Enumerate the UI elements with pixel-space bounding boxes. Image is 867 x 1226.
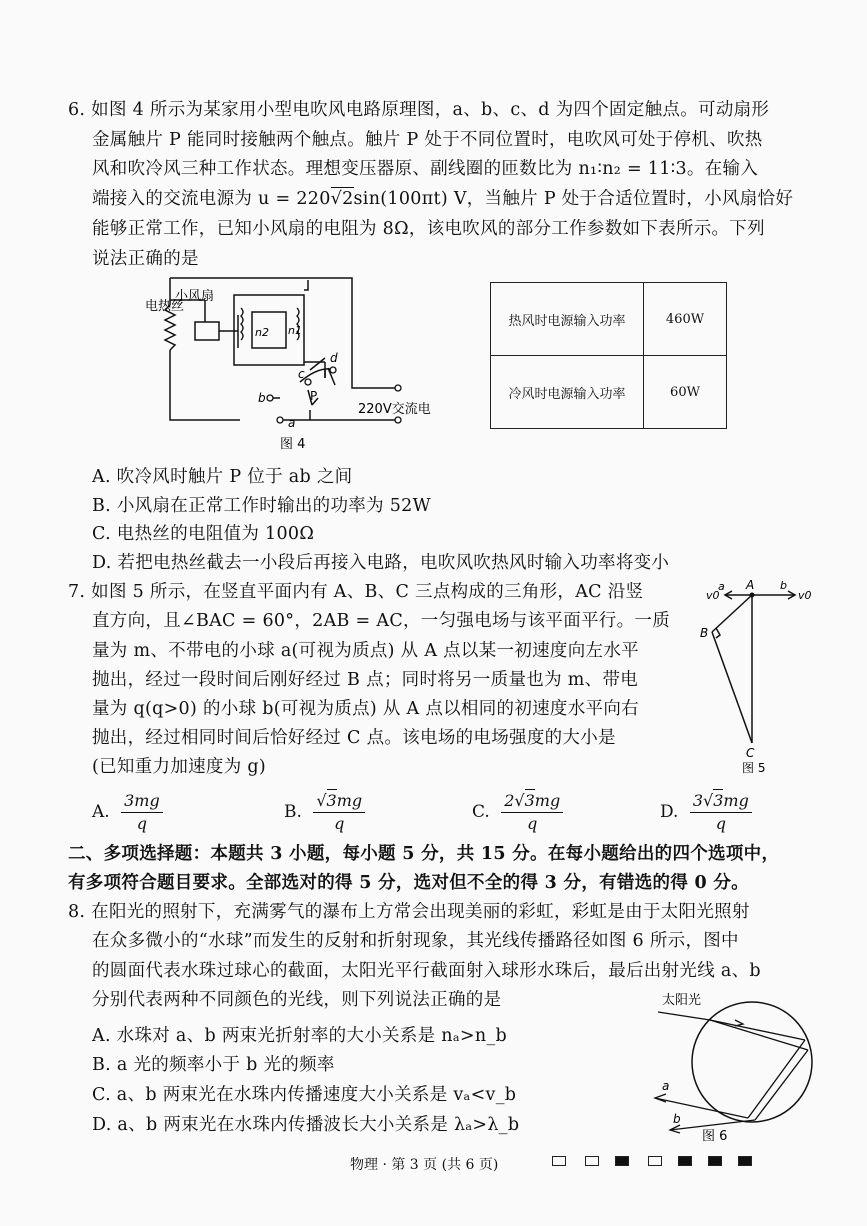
- point-c-label: C: [746, 746, 755, 760]
- page-marker-square-filled: [708, 1156, 722, 1166]
- fraction: [313, 790, 365, 835]
- figure-5-caption: 图 5: [742, 761, 766, 775]
- sqrt-radicand: 3: [713, 791, 724, 810]
- q6-line-2: 金属触片 P 能同时接触两个触点。触片 P 处于不同位置时，电吹风可处于停机、吹热: [92, 130, 763, 150]
- q6-option-d: D. 若把电热丝截去一小段后再接入电路，电吹风吹热风时输入功率将变小: [92, 553, 670, 573]
- page-marker-square: [648, 1156, 662, 1166]
- fraction-denominator: q: [715, 814, 726, 833]
- q6-option-b: B. 小风扇在正常工作时输出的功率为 52W: [92, 496, 431, 516]
- ball-a-label: a: [718, 580, 725, 593]
- n2-label: n2: [255, 326, 269, 339]
- source-label: 220V交流电: [358, 402, 431, 417]
- q7-line-5: 量为 q(q>0) 的小球 b(可视为质点) 从 A 点以相同的初速度水平向右: [92, 699, 639, 719]
- q6-option-c: C. 电热丝的电阻值为 100Ω: [92, 524, 315, 544]
- contact-b-label: b: [258, 391, 266, 405]
- q8-line-1: 8. 在阳光的照射下，充满雾气的瀑布上方常会出现美丽的彩虹，彩虹是由于太阳光照射: [68, 902, 750, 922]
- parameter-table: [490, 282, 727, 429]
- q6-line-1: 6. 如图 4 所示为某家用小型电吹风电路原理图，a、b、c、d 为四个固定触点。可动扇形: [68, 100, 770, 120]
- q6-line-4-a: 端接入的交流电源为 u = 220: [92, 189, 331, 209]
- contact-d-label: d: [330, 351, 338, 365]
- numerator-text: mg: [336, 791, 363, 810]
- table-cell: 60W: [644, 356, 727, 429]
- ray-a-label: a: [662, 1079, 670, 1093]
- q8-option-d: D. a、b 两束光在水珠内传播波长大小关系是 λₐ>λ_b: [92, 1115, 520, 1135]
- heater-label: 电热丝: [145, 299, 185, 314]
- sqrt-radicand: 3: [326, 791, 337, 810]
- fraction-numerator: 3√3mg: [690, 790, 752, 813]
- q7-choice-a: [92, 790, 163, 835]
- figure-6-caption: 图 6: [702, 1129, 728, 1144]
- numerator-text: mg: [723, 791, 749, 810]
- section-2-heading-2: 有多项符合题目要求。全部选对的得 5 分，选对但不全的得 3 分，有错选的得 0 分。: [68, 873, 749, 893]
- q8-option-a: A. 水珠对 a、b 两束光折射率的大小关系是 nₐ>n_b: [92, 1026, 507, 1046]
- numerator-text: 3mg: [124, 791, 160, 810]
- contact-c-label: c: [298, 367, 305, 381]
- table-row: [491, 283, 727, 356]
- sqrt-radicand: 3: [524, 791, 535, 810]
- figure-5-triangle: [700, 575, 840, 775]
- q7-choice-d: [660, 790, 752, 835]
- q6-option-a: A. 吹冷风时触片 P 位于 ab 之间: [92, 467, 353, 487]
- q7-line-6: 抛出，经过相同时间后恰好经过 C 点。该电场的电场强度的大小是: [92, 728, 616, 748]
- contact-a-label: a: [288, 416, 296, 430]
- q8-option-b: B. a 光的频率小于 b 光的频率: [92, 1055, 335, 1075]
- table-cell: 460W: [644, 283, 727, 356]
- table-row: [491, 356, 727, 429]
- fraction: [501, 790, 563, 835]
- q7-line-3: 量为 m、不带电的小球 a(可视为质点) 从 A 点以某一初速度向左水平: [92, 641, 639, 661]
- page-marker-square-filled: [615, 1156, 629, 1166]
- figure-4-circuit: [140, 270, 460, 455]
- section-2-heading-1: 二、多项选择题：本题共 3 小题，每小题 5 分，共 15 分。在每小题给出的四个选项中，: [68, 844, 780, 864]
- n1-label: n1: [288, 324, 302, 337]
- fraction-numerator: √3mg: [313, 790, 365, 813]
- fraction: [690, 790, 752, 835]
- choice-label: B.: [284, 802, 302, 822]
- v0-left-label: v0: [706, 589, 720, 602]
- sunlight-label: 太阳光: [662, 993, 702, 1008]
- fan-label: 小风扇: [175, 289, 215, 304]
- sqrt-2: √2: [330, 189, 354, 209]
- choice-label: D.: [660, 802, 679, 822]
- table-cell: 冷风时电源输入功率: [491, 356, 644, 429]
- q7-line-1: 7. 如图 5 所示，在竖直平面内有 A、B、C 三点构成的三角形，AC 沿竖: [68, 582, 644, 602]
- q6-line-3: 风和吹冷风三种工作状态。理想变压器原、副线圈的匝数比为 n₁∶n₂ = 11∶3。在输入: [92, 159, 759, 179]
- ball-b-label: b: [780, 579, 787, 592]
- choice-label: C.: [472, 802, 490, 822]
- figure-4-caption: 图 4: [280, 437, 306, 452]
- coefficient: 3: [692, 791, 704, 810]
- page-marker-square-filled: [678, 1156, 692, 1166]
- q7-choice-c: [472, 790, 563, 835]
- page-marker-square: [585, 1156, 599, 1166]
- coefficient: 2: [504, 791, 515, 810]
- fraction-denominator: q: [136, 814, 148, 833]
- page-marker-square-filled: [738, 1156, 752, 1166]
- q8-line-4: 分别代表两种不同颜色的光线，则下列说法正确的是: [92, 990, 502, 1010]
- q6-line-4: [92, 187, 793, 211]
- v0-right-label: v0: [798, 589, 812, 602]
- page-footer: 物理 · 第 3 页 (共 6 页): [350, 1157, 499, 1173]
- fraction-denominator: q: [334, 814, 345, 833]
- q7-line-4: 抛出，经过一段时间后刚好经过 B 点；同时将另一质量也为 m、带电: [92, 670, 639, 690]
- choice-label: A.: [92, 802, 110, 822]
- fraction: [121, 790, 163, 835]
- q7-choice-b: [284, 790, 365, 835]
- table-cell: 热风时电源输入功率: [491, 283, 644, 356]
- ray-b-label: b: [673, 1112, 681, 1126]
- contact-p-label: P: [310, 389, 318, 403]
- q8-option-c: C. a、b 两束光在水珠内传播速度大小关系是 vₐ<v_b: [92, 1085, 517, 1105]
- q8-line-3: 的圆面代表水珠过球心的截面，太阳光平行截面射入球形水珠后，最后出射光线 a、b: [92, 961, 761, 981]
- q7-line-7: (已知重力加速度为 g): [92, 757, 267, 777]
- q6-line-6: 说法正确的是: [92, 249, 199, 269]
- figure-6-water-droplet: [640, 990, 815, 1145]
- fraction-numerator: [121, 790, 163, 813]
- fraction-denominator: q: [527, 814, 538, 833]
- q8-line-2: 在众多微小的“水球”而发生的反射和折射现象，其光线传播路径如图 6 所示，图中: [92, 931, 739, 951]
- page-marker-square: [552, 1156, 566, 1166]
- q6-line-4-b: sin(100πt) V，当触片 P 处于合适位置时，小风扇恰好: [353, 189, 794, 209]
- q7-line-2: 直方向，且∠BAC = 60°，2AB = AC，一匀强电场与该平面平行。一质: [92, 611, 671, 631]
- numerator-text: mg: [534, 791, 561, 810]
- point-a-label: A: [746, 578, 755, 592]
- sqrt-radicand: 2: [342, 189, 354, 209]
- fraction-numerator: 2√3mg: [501, 790, 563, 813]
- point-b-label: B: [700, 626, 709, 640]
- q6-line-5: 能够正常工作，已知小风扇的电阻为 8Ω，该电吹风的部分工作参数如下表所示。下列: [92, 219, 765, 239]
